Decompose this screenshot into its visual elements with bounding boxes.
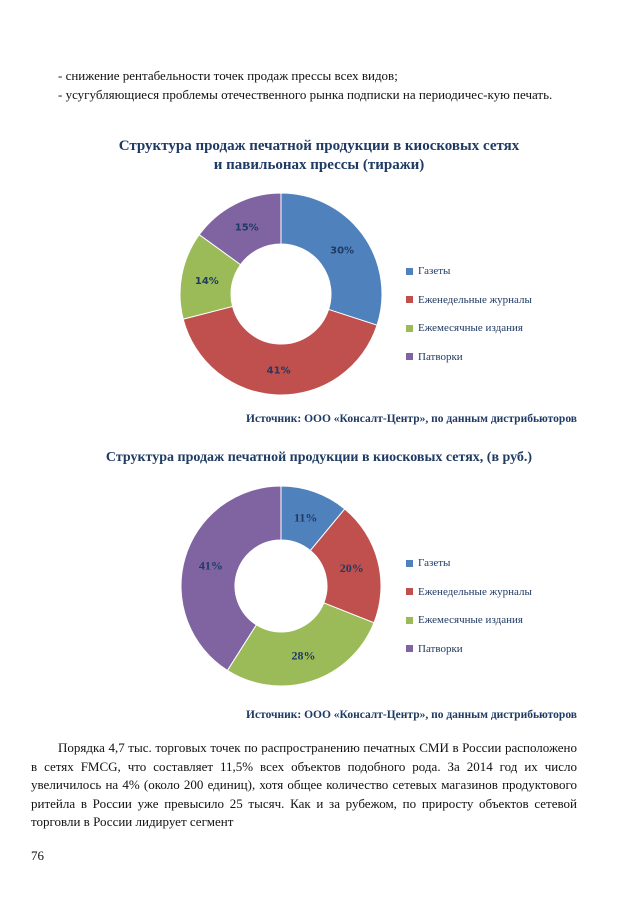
chart2-label-0: 11% [294,510,318,525]
chart2-label-3: 41% [198,558,223,573]
chart2-source: Источник: ООО «Консалт-Центр», по данным дистрибьюторов [246,709,577,721]
chart2-legend-label-0: Газеты [418,557,451,569]
chart2-legend-swatch-2 [406,617,413,624]
chart2-legend-label-1: Еженедельные журналы [418,585,532,598]
chart2-legend-label-3: Патворки [418,642,463,655]
chart2-label-2: 28% [291,648,316,663]
chart1-legend-item-3 [406,351,463,363]
chart1-legend-item-0 [406,265,450,277]
chart1-legend-swatch-1 [406,296,413,303]
chart1-label-0: 30% [330,245,355,257]
chart2-legend-label-2: Ежемесячные издания [418,614,523,626]
page-number: 76 [31,848,44,863]
chart2-legend-item-1 [406,586,532,598]
chart1-label-2: 14% [194,275,219,287]
chart1-donut [0,190,638,400]
body-paragraph: Порядка 4,7 тыс. торговых точек по распространению печатных СМИ в России расположено в сетях FMCG, что составляет 11,5% всех объектов подобного рода. За 2014 год их число увеличилось на 4% (около 200 единиц), хотя общее количество сетевых магазинов продуктового ритейла в России уже превысило 25 тысяч. Как и за рубежом, по приросту объектов сетевой торговли в России лидирует сегмент [31,740,577,829]
chart1-title [0,137,638,175]
chart1-legend-label-2: Ежемесячные издания [418,322,523,334]
chart1-legend-label-1: Еженедельные журналы [418,293,532,306]
chart2-legend-item-2 [406,614,523,626]
chart1-label-1: 41% [266,365,291,377]
chart1-title-line1: Структура продаж печатной продукции в киосковых сетях [118,138,520,154]
chart2-label-1: 20% [339,560,364,575]
chart1-legend-label-3: Патворки [418,350,463,363]
chart1-legend-item-2 [406,322,523,334]
chart1-legend-item-1 [406,294,532,306]
chart2-legend-item-0 [406,557,450,569]
chart2-title: Структура продаж печатной продукции в киосковых сетях, (в руб.) [105,450,533,465]
chart2-legend-swatch-0 [406,560,413,567]
chart2-legend-item-3 [406,643,463,655]
intro-line-1: - снижение рентабельности точек продаж прессы всех видов; [58,68,398,83]
chart2-slice-2 [227,603,374,686]
chart1-title-line2: и павильонах прессы (тиражи) [213,157,425,173]
chart1-legend-swatch-3 [406,353,413,360]
chart1-legend-label-0: Газеты [418,265,451,277]
chart1-source: Источник: ООО «Консалт-Центр», по данным дистрибьюторов [246,413,577,425]
chart2-legend-swatch-1 [406,588,413,595]
intro-line-2: - усугубляющиеся проблемы отечественного рынка подписки на периодичес-кую печать. [58,87,553,102]
chart1-slice-0 [281,193,382,325]
chart1-label-3: 15% [234,222,259,234]
chart1-legend-swatch-2 [406,325,413,332]
chart2-legend-swatch-3 [406,645,413,652]
chart1-slice-1 [183,306,377,395]
chart2-donut [0,483,638,693]
chart1-legend-swatch-0 [406,268,413,275]
